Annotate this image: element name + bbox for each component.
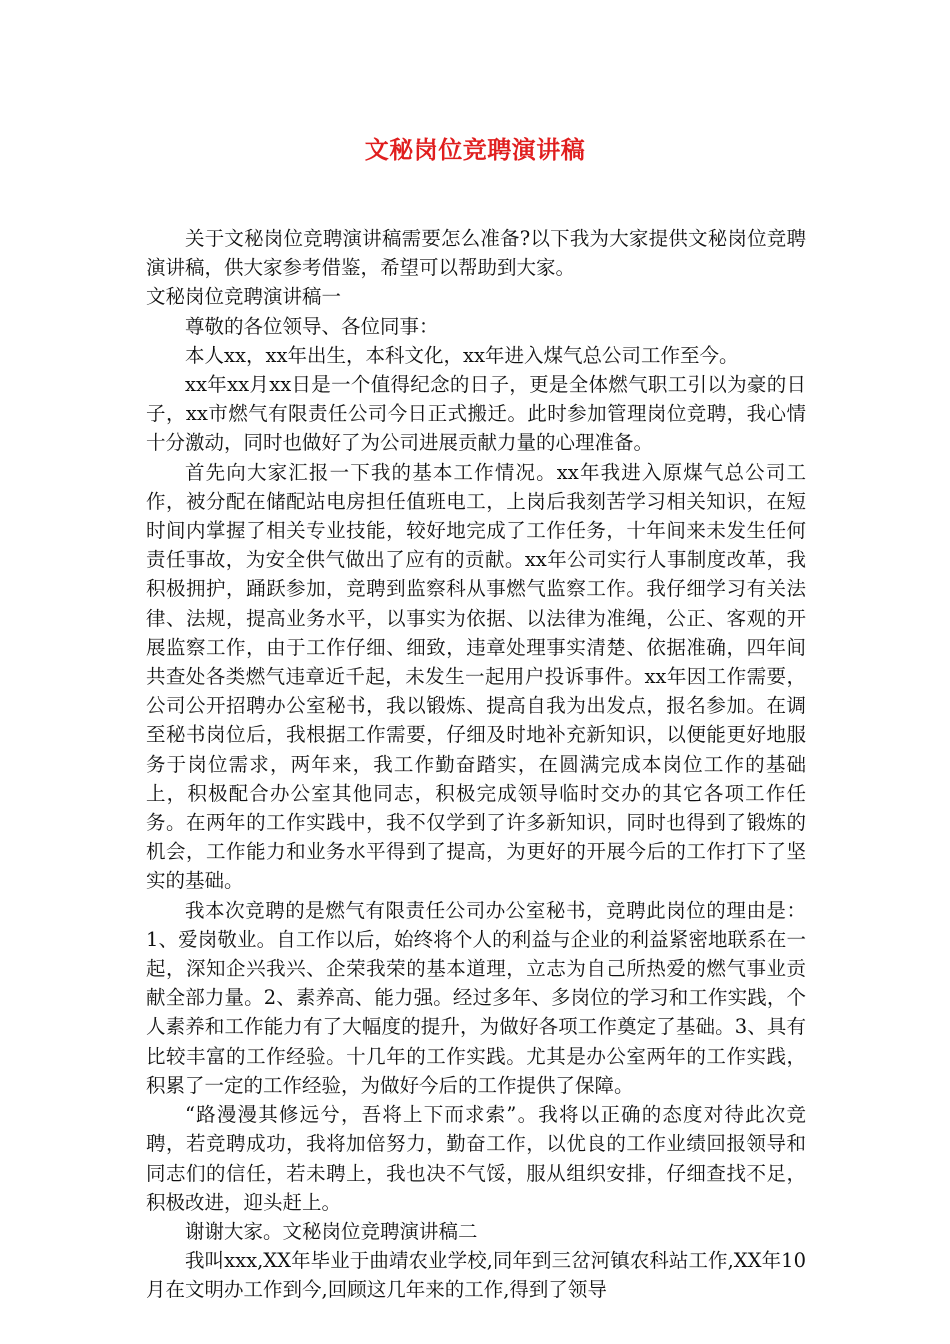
paragraph: 首先向大家汇报一下我的基本工作情况。xx年我进入原煤气总公司工作，被分配在储配站电房担任值班电工，上岗后我刻苦学习相关知识，在短时间内掌握了相关专业技能，较好地完成了工作任务，十年间来未发生任何责任事故，为安全供气做出了应有的贡献。xx年公司实行人事制度改革，我积极拥护，踊跃参加，竞聘到监察科从事燃气监察工作。我仔细学习有关法律、法规，提高业务水平，以事实为依据、以法律为准绳，公正、客观的开展监察工作，由于工作仔细、细致，违章处理事实清楚、依据准确，四年间共查处各类燃气违章近千起，未发生一起用户投诉事件。xx年因工作需要，公司公开招聘办公室秘书，我以锻炼、提高自我为出发点，报名参加。在调至秘书岗位后，我根据工作需要，仔细及时地补充新知识，以便能更好地服务于岗位需求，两年来，我工作勤奋踏实，在圆满完成本岗位工作的基础上，积极配合办公室其他同志，积极完成领导临时交办的其它各项工作任务。在两年的工作实践中，我不仅学到了许多新知识，同时也得到了锻炼的机会，工作能力和业务水平得到了提高，为更好的开展今后的工作打下了坚实的基础。 bbox=[146, 460, 806, 893]
document-title: 文秘岗位竞聘演讲稿 bbox=[364, 136, 586, 164]
section-heading: 文秘岗位竞聘演讲稿一 bbox=[146, 285, 342, 309]
paragraph: 尊敬的各位领导、各位同事： bbox=[185, 314, 439, 338]
paragraph: 本人xx，xx年出生，本科文化，xx年进入煤气总公司工作至今。 bbox=[185, 343, 739, 367]
paragraph: 关于文秘岗位竞聘演讲稿需要怎么准备?以下我为大家提供文秘岗位竞聘演讲稿，供大家参考借鉴，希望可以帮助到大家。 bbox=[146, 227, 806, 280]
document-body bbox=[146, 224, 806, 1305]
paragraph: 我本次竞聘的是燃气有限责任公司办公室秘书，竞聘此岗位的理由是：1、爱岗敬业。自工作以后，始终将个人的利益与企业的利益紧密地联系在一起，深知企兴我兴、企荣我荣的基本道理，立志为自己所热爱的燃气事业贡献全部力量。2、素养高、能力强。经过多年、多岗位的学习和工作实践，个人素养和工作能力有了大幅度的提升，为做好各项工作奠定了基础。3、具有比较丰富的工作经验。十几年的工作实践。尤其是办公室两年的工作实践，积累了一定的工作经验，为做好今后的工作提供了保障。 bbox=[146, 898, 806, 1097]
paragraph: 我叫xxx,XX年毕业于曲靖农业学校,同年到三岔河镇农科站工作,XX年10月在文明办工作到今,回顾这几年来的工作,得到了领导 bbox=[146, 1249, 806, 1302]
paragraph: “路漫漫其修远兮，吾将上下而求索”。我将以正确的态度对待此次竞聘，若竞聘成功，我将加倍努力，勤奋工作，以优良的工作业绩回报领导和同志们的信任，若未聘上，我也决不气馁，服从组织安排，仔细查找不足，积极改进，迎头赶上。 bbox=[146, 1103, 806, 1214]
paragraph: xx年xx月xx日是一个值得纪念的日子，更是全体燃气职工引以为豪的日子，xx市燃气有限责任公司今日正式搬迁。此时参加管理岗位竞聘，我心情十分激动，同时也做好了为公司进展贡献力量的心理准备。 bbox=[146, 373, 806, 455]
paragraph: 谢谢大家。文秘岗位竞聘演讲稿二 bbox=[185, 1219, 478, 1243]
